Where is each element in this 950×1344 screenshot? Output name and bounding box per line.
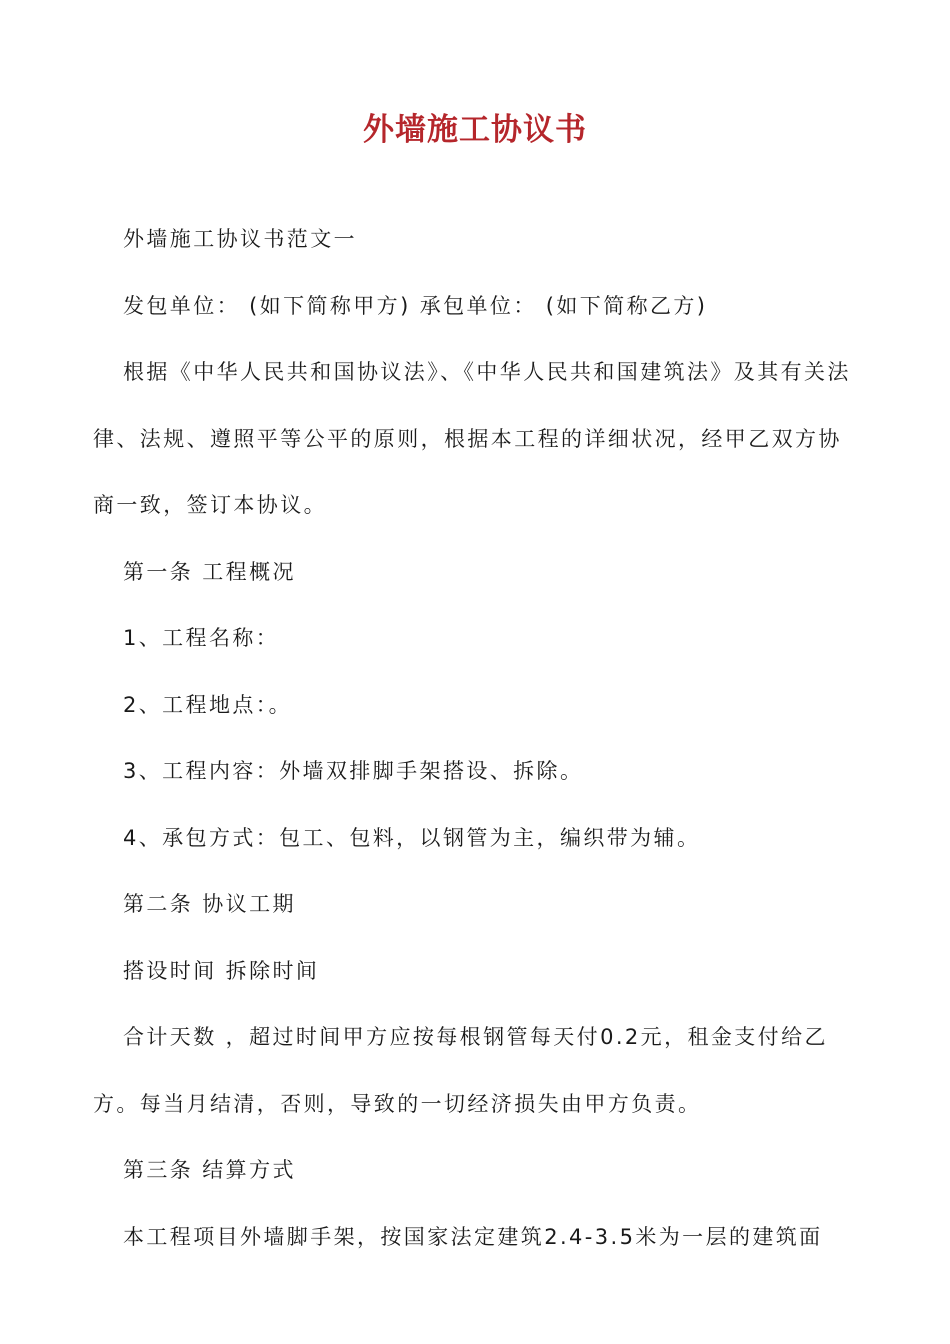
paragraph: 3、工程内容：外墙双排脚手架搭设、拆除。 <box>123 759 584 783</box>
paragraph: 发包单位： (如下简称甲方) 承包单位： (如下简称乙方) <box>123 293 708 318</box>
paragraph: 本工程项目外墙脚手架，按国家法定建筑2.4-3.5米为一层的建筑面 <box>123 1224 823 1249</box>
paragraph: 2、工程地点：。 <box>123 692 293 717</box>
document-title: 外墙施工协议书 <box>363 112 587 148</box>
paragraph: 合计天数 ，超过时间甲方应按每根钢管每天付0.2元，租金支付给乙方。每当月结清，否则，导致的一切经济损失由甲方负责。 <box>93 1025 828 1116</box>
paragraph: 第一条 工程概况 <box>123 559 296 584</box>
paragraph: 第三条 结算方式 <box>123 1158 296 1182</box>
paragraph: 第二条 协议工期 <box>123 892 296 916</box>
paragraph: 根据《中华人民共和国协议法》、《中华人民共和国建筑法》及其有关法律、法规、遵照平等公平的原则，根据本工程的详细状况，经甲乙双方协商一致，签订本协议。 <box>93 360 851 517</box>
paragraph: 1、工程名称： <box>123 626 280 650</box>
paragraph: 搭设时间 拆除时间 <box>123 958 320 983</box>
paragraph: 4、承包方式：包工、包料，以钢管为主，编织带为辅。 <box>123 825 701 850</box>
paragraph: 外墙施工协议书范文一 <box>123 227 357 251</box>
document-body <box>93 206 863 1270</box>
